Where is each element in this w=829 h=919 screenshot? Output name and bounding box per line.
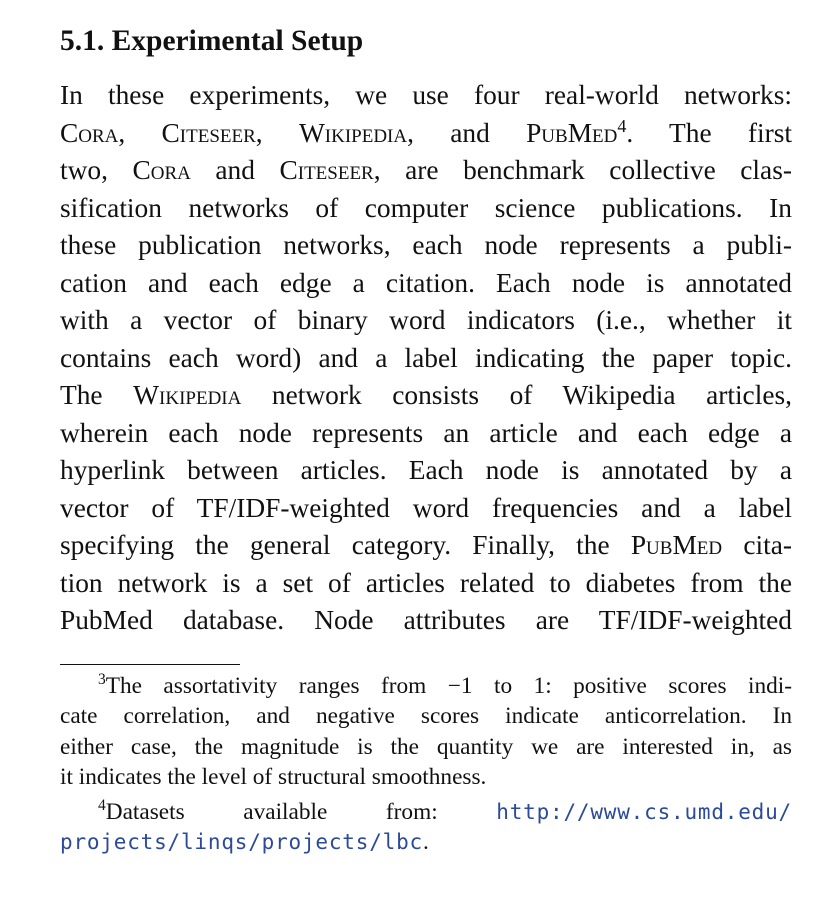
body-line: two, Cora and Citeseer, are benchmark collective clas- [60, 155, 792, 185]
body-paragraph [60, 77, 792, 640]
footnote-3-line: either case, the magnitude is the quantity we are interested in, as [60, 733, 792, 760]
dataset-name-pubmed: PubMed [630, 530, 723, 560]
dataset-name-pubmed: PubMed [526, 117, 618, 148]
body-line: contains each word) and a label indicating the paper topic. [60, 342, 792, 373]
footnote-3-line: $^3$The assortativity ranges from −1 to 1: positive scores indi- [98, 670, 792, 699]
body-line: these publication networks, each node represents a publi- [60, 230, 792, 260]
dataset-name-cora: Cora [132, 155, 191, 185]
body-line: sification networks of computer science publications. In [60, 192, 792, 223]
footnote-3-line: cate correlation, and negative scores indicate anticorrelation. In [60, 703, 792, 729]
footnote-4-marker: 4 [98, 796, 106, 814]
dataset-name-citeseer: Citeseer [279, 155, 374, 185]
body-line: Cora, Citeseer, Wikipedia, and PubMed$^4$. The first [60, 115, 793, 148]
section-heading: 5.1. Experimental Setup [60, 25, 364, 57]
body-line: specifying the general category. Finally, the PubMed cita- [60, 530, 792, 560]
footnotes [60, 671, 792, 858]
body-line: wherein each node represents an article and each edge a [60, 417, 792, 448]
footnote-3-line: it indicates the level of structural smoothness. [60, 764, 487, 790]
paper-page [60, 22, 792, 858]
footnote-marker-4[interactable]: 4 [617, 115, 627, 136]
footnote-4-line: projects/linqs/projects/lbc. [60, 829, 429, 855]
datasets-url-link[interactable]: http://www.cs.umd.edu/ [496, 799, 792, 824]
dataset-name-citeseer: Citeseer [161, 117, 256, 148]
body-line: cation and each edge a citation. Each node is annotated [60, 267, 792, 298]
dataset-name-cora: Cora [60, 117, 119, 148]
dataset-name-wikipedia: Wikipedia [298, 117, 408, 148]
body-line: PubMed database. Node attributes are TF/IDF-weighted [60, 605, 792, 635]
body-line: vector of TF/IDF-weighted word frequencies and a label [60, 492, 792, 523]
body-line: In these experiments, we use four real-world networks: [60, 80, 792, 110]
body-line: with a vector of binary word indicators (i.e., whether it [60, 305, 792, 335]
dataset-name-wikipedia: Wikipedia [133, 380, 242, 410]
footnote-4-line: $^4$Datasets available from: http://www.cs.umd.edu/ [98, 796, 792, 825]
body-line: hyperlink between articles. Each node is annotated by a [60, 455, 792, 485]
body-line: The Wikipedia network consists of Wikipedia articles, [60, 380, 792, 410]
datasets-url-link[interactable]: projects/linqs/projects/lbc [60, 830, 423, 854]
footnote-3-marker: 3 [98, 670, 106, 688]
footnote-divider [60, 664, 240, 665]
body-line: tion network is a set of articles related to diabetes from the [60, 567, 792, 598]
